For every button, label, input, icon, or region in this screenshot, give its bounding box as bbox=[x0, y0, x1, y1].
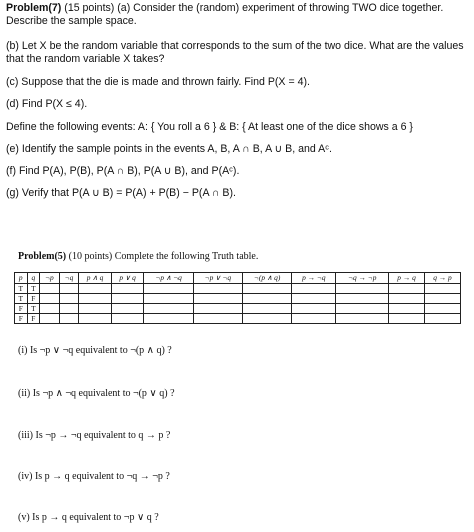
problem7-part-b: (b) Let X be the random variable that corresponds to the sum of the two dice. What are the values that the random variable X takes? bbox=[6, 40, 464, 65]
empty-cell[interactable] bbox=[243, 304, 292, 314]
empty-cell[interactable] bbox=[40, 304, 60, 314]
empty-cell[interactable] bbox=[40, 284, 60, 294]
empty-cell[interactable] bbox=[144, 304, 193, 314]
empty-cell[interactable] bbox=[59, 314, 79, 324]
header-p-implies-q: p → q bbox=[389, 273, 425, 284]
problem7-part-d: (d) Find P(X ≤ 4). bbox=[6, 98, 88, 110]
empty-cell[interactable] bbox=[144, 284, 193, 294]
header-not-p-and-not-q: ¬p ∧ ¬q bbox=[144, 273, 193, 284]
header-not-p-or-not-q: ¬p ∨ ¬q bbox=[193, 273, 242, 284]
table-row bbox=[15, 294, 461, 304]
empty-cell[interactable] bbox=[424, 304, 460, 314]
empty-cell[interactable] bbox=[59, 294, 79, 304]
cell-q: T bbox=[27, 304, 40, 314]
empty-cell[interactable] bbox=[40, 294, 60, 304]
header-q-implies-p: q → p bbox=[424, 273, 460, 284]
empty-cell[interactable] bbox=[59, 284, 79, 294]
empty-cell[interactable] bbox=[111, 284, 144, 294]
empty-cell[interactable] bbox=[336, 284, 389, 294]
problem7-part-c: (c) Suppose that the die is made and thrown fairly. Find P(X = 4). bbox=[6, 76, 310, 88]
empty-cell[interactable] bbox=[389, 294, 425, 304]
empty-cell[interactable] bbox=[389, 314, 425, 324]
empty-cell[interactable] bbox=[144, 314, 193, 324]
problem5-text: (10 points) Complete the following Truth table. bbox=[66, 251, 259, 262]
cell-q: T bbox=[27, 284, 40, 294]
empty-cell[interactable] bbox=[336, 304, 389, 314]
empty-cell[interactable] bbox=[193, 314, 242, 324]
cell-p: T bbox=[15, 284, 28, 294]
question-iv: (iv) Is p → q equivalent to ¬q → ¬p ? bbox=[18, 471, 170, 482]
empty-cell[interactable] bbox=[193, 284, 242, 294]
cell-p: F bbox=[15, 314, 28, 324]
empty-cell[interactable] bbox=[336, 314, 389, 324]
empty-cell[interactable] bbox=[389, 304, 425, 314]
empty-cell[interactable] bbox=[243, 294, 292, 304]
empty-cell[interactable] bbox=[79, 304, 112, 314]
problem7-part-a bbox=[6, 2, 468, 28]
empty-cell[interactable] bbox=[79, 314, 112, 324]
problem7-title: Problem(7) bbox=[6, 2, 62, 14]
header-p-or-q: p ∨ q bbox=[111, 273, 144, 284]
empty-cell[interactable] bbox=[79, 284, 112, 294]
empty-cell[interactable] bbox=[389, 284, 425, 294]
empty-cell[interactable] bbox=[424, 284, 460, 294]
problem7-part-g: (g) Verify that P(A ∪ B) = P(A) + P(B) − P(A ∩ B). bbox=[6, 187, 236, 199]
header-p-implies-not-q: p → ¬q bbox=[292, 273, 336, 284]
cell-p: F bbox=[15, 304, 28, 314]
empty-cell[interactable] bbox=[79, 294, 112, 304]
header-q: q bbox=[27, 273, 40, 284]
header-p-and-q: p ∧ q bbox=[79, 273, 112, 284]
empty-cell[interactable] bbox=[336, 294, 389, 304]
cell-q: F bbox=[27, 314, 40, 324]
question-i: (i) Is ¬p ∨ ¬q equivalent to ¬(p ∧ q) ? bbox=[18, 345, 172, 356]
empty-cell[interactable] bbox=[292, 294, 336, 304]
problem5-heading bbox=[18, 251, 258, 262]
truth-table bbox=[14, 272, 461, 324]
header-p: p bbox=[15, 273, 28, 284]
empty-cell[interactable] bbox=[193, 294, 242, 304]
table-row bbox=[15, 314, 461, 324]
empty-cell[interactable] bbox=[243, 284, 292, 294]
table-row bbox=[15, 284, 461, 294]
problem7-part-a-text: (15 points) (a) Consider the (random) experiment of throwing TWO dice together. Describe the sample space. bbox=[6, 2, 444, 27]
question-iii: (iii) Is ¬p → ¬q equivalent to q → p ? bbox=[18, 430, 171, 441]
empty-cell[interactable] bbox=[111, 304, 144, 314]
header-not-p: ¬p bbox=[40, 273, 60, 284]
empty-cell[interactable] bbox=[111, 314, 144, 324]
header-not-q: ¬q bbox=[59, 273, 79, 284]
problem7-part-f: (f) Find P(A), P(B), P(A ∩ B), P(A ∪ B), and P(Aᶜ). bbox=[6, 165, 240, 177]
question-v: (v) Is p → q equivalent to ¬p ∨ q ? bbox=[18, 512, 159, 523]
cell-q: F bbox=[27, 294, 40, 304]
empty-cell[interactable] bbox=[424, 314, 460, 324]
empty-cell[interactable] bbox=[144, 294, 193, 304]
truth-table-header-row bbox=[15, 273, 461, 284]
problem7-events-definition: Define the following events: A: { You roll a 6 } & B: { At least one of the dice shows a 6 } bbox=[6, 121, 413, 133]
problem5-title: Problem(5) bbox=[18, 251, 67, 262]
empty-cell[interactable] bbox=[292, 284, 336, 294]
empty-cell[interactable] bbox=[292, 314, 336, 324]
header-not-p-and-q: ¬(p ∧ q) bbox=[243, 273, 292, 284]
empty-cell[interactable] bbox=[40, 314, 60, 324]
empty-cell[interactable] bbox=[243, 314, 292, 324]
empty-cell[interactable] bbox=[292, 304, 336, 314]
empty-cell[interactable] bbox=[424, 294, 460, 304]
cell-p: T bbox=[15, 294, 28, 304]
problem7-part-e: (e) Identify the sample points in the events A, B, A ∩ B, A ∪ B, and Aᶜ. bbox=[6, 143, 332, 155]
question-ii: (ii) Is ¬p ∧ ¬q equivalent to ¬(p ∨ q) ? bbox=[18, 388, 175, 399]
header-not-q-implies-not-p: ¬q → ¬p bbox=[336, 273, 389, 284]
empty-cell[interactable] bbox=[193, 304, 242, 314]
empty-cell[interactable] bbox=[111, 294, 144, 304]
table-row bbox=[15, 304, 461, 314]
empty-cell[interactable] bbox=[59, 304, 79, 314]
